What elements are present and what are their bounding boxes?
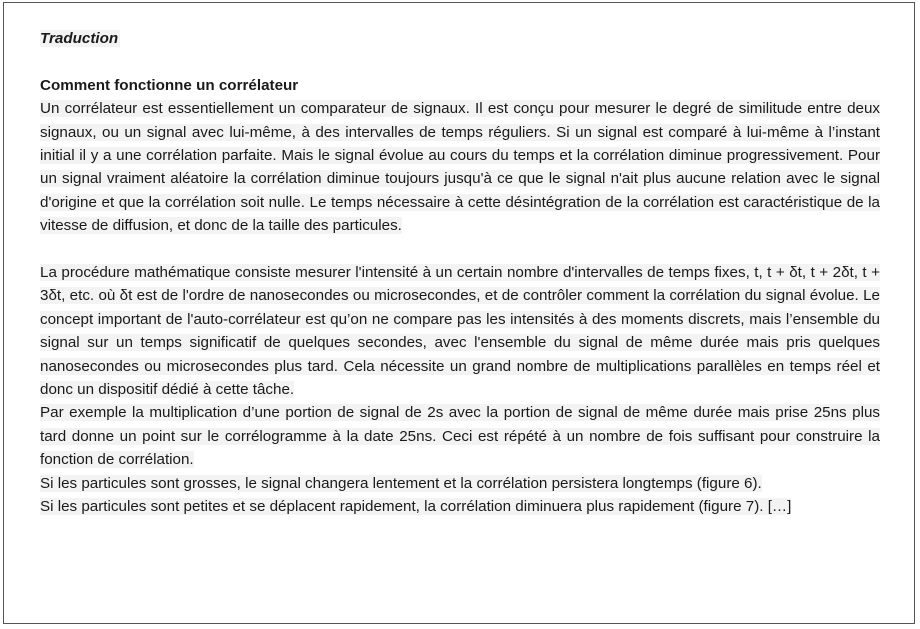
paragraph-1-text: Un corrélateur est essentiellement un comparateur de signaux. Il est conçu pour mesurer le degré de similitude entre deux signaux, ou un signal avec lui-même, à des intervalles de temps réguliers. Si un signal est comparé à lui-même à l’instant initial il y a une corrélation parfaite. Mais le signal évolue au cours du temps et la corrélation diminue progressivement. Pour un signal vraiment aléatoire la corrélation diminue toujours jusqu'à ce que le signal n'ait plus aucune relation avec le signal d'origine et que la corrélation soit nulle. Le temps nécessaire à cette désintégration de la corrélation est caractéristique de la vitesse de diffusion, et donc de la taille des particules. xyxy=(40,100,880,235)
paragraph-5-text: Si les particules sont petites et se déplacent rapidement, la corrélation diminuera plus rapidement (figure 7). […] xyxy=(40,498,792,516)
document-title xyxy=(40,27,880,50)
paragraph-2 xyxy=(40,261,880,401)
paragraph-3 xyxy=(40,401,880,471)
paragraph-5 xyxy=(40,495,880,518)
section-heading-text: Comment fonctionne un corrélateur xyxy=(40,76,299,94)
paragraph-4-text: Si les particules sont grosses, le signal changera lentement et la corrélation persistera longtemps (figure 6). xyxy=(40,474,762,492)
paragraph-1 xyxy=(40,97,880,237)
paragraph-4 xyxy=(40,472,880,495)
document-body xyxy=(40,27,880,519)
paragraph-3-text: Par exemple la multiplication d’une portion de signal de 2s avec la portion de signal de même durée mais prise 25ns plus tard donne un point sur le corrélogramme à la date 25ns. Ceci est répété à un nombre de fois suffisant pour construire la fonction de corrélation. xyxy=(40,404,880,469)
section-heading xyxy=(40,74,880,97)
document-frame xyxy=(3,2,915,624)
paragraph-2-text: La procédure mathématique consiste mesurer l'intensité à un certain nombre d'intervalles de temps fixes, t, t + δt, t + 2δt, t + 3δt, etc. où δt est de l'ordre de nanosecondes ou microsecondes, et de contrôler comment la corrélation du signal évolue. Le concept important de l'auto-corrélateur est qu’on ne compare pas les intensités à des moments discrets, mais l’ensemble du signal sur un temps significatif de quelques secondes, avec l'ensemble du signal de même durée mais pris quelques nanosecondes ou microsecondes plus tard. Cela nécessite un grand nombre de multiplications parallèles en temps réel et donc un dispositif dédié à cette tâche. xyxy=(40,264,880,399)
document-title-text: Traduction xyxy=(40,30,119,47)
